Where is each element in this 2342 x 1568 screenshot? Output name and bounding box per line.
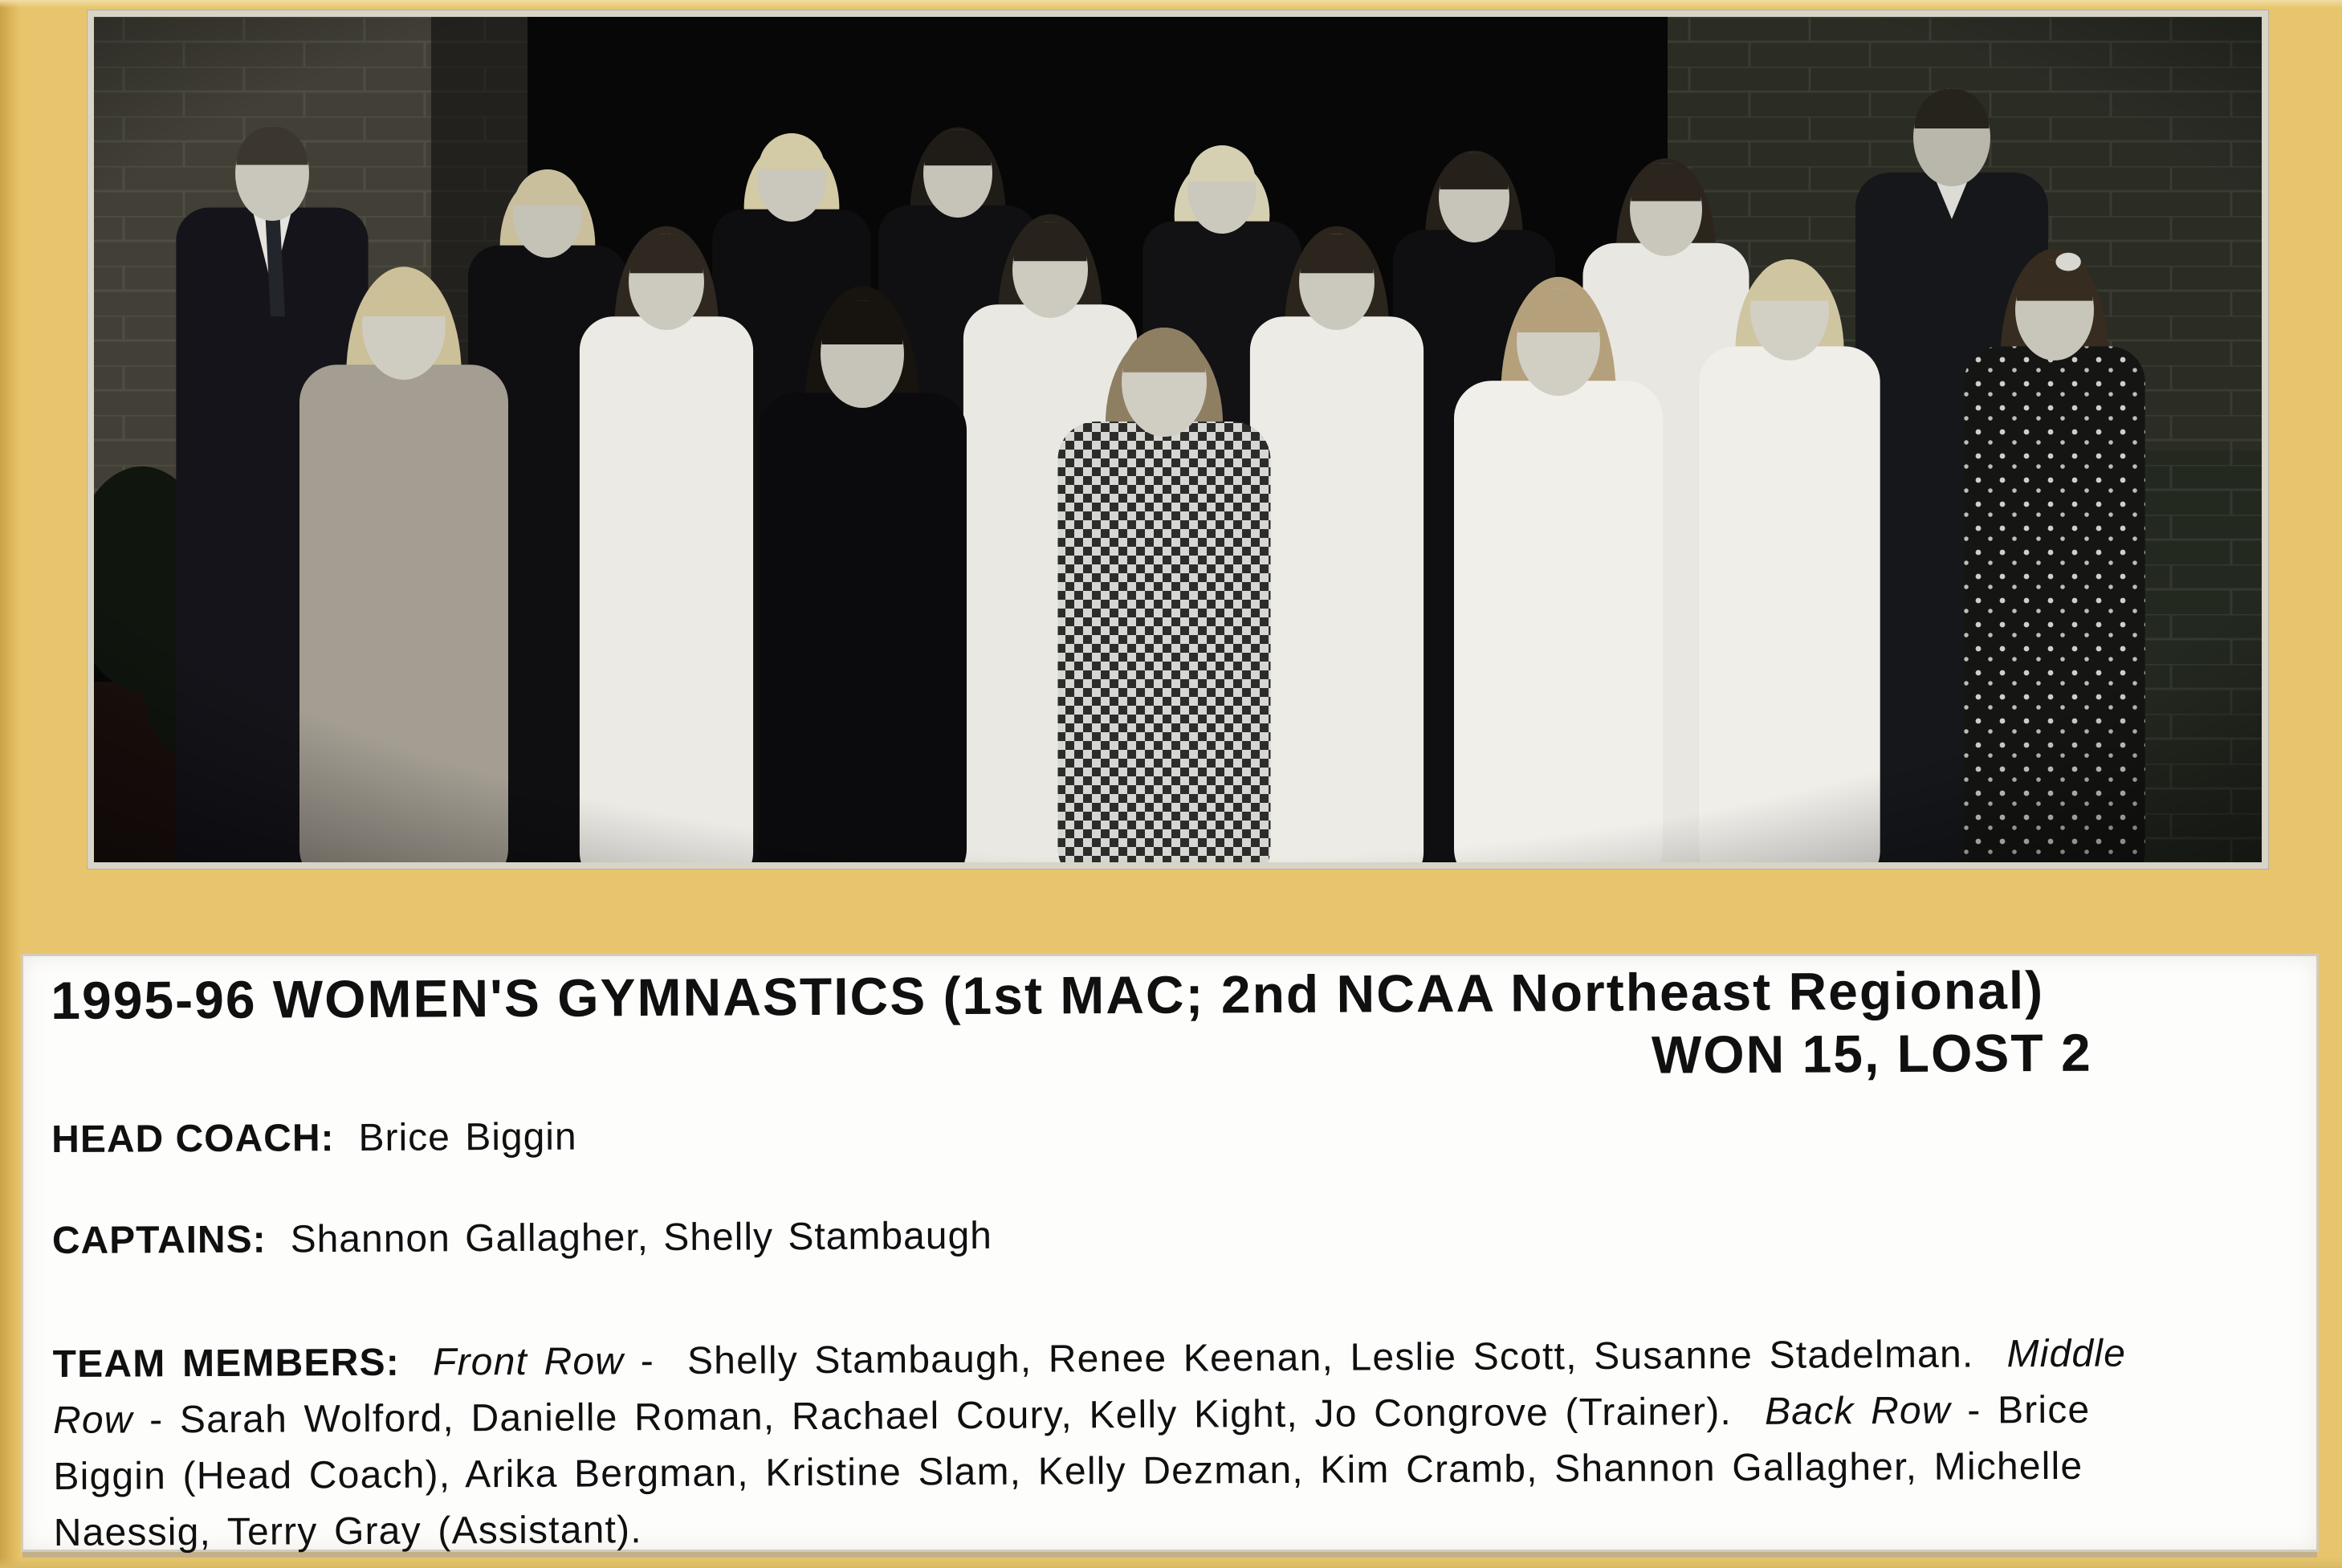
row-label: Back Row bbox=[1764, 1389, 1951, 1433]
head-coach-row bbox=[51, 1103, 2303, 1165]
caption-content bbox=[51, 944, 2305, 1562]
head-coach-name: Brice Biggin bbox=[358, 1115, 577, 1159]
names-text: - Brice bbox=[1950, 1388, 2091, 1432]
row-label: Front Row bbox=[432, 1340, 625, 1384]
captains-label: CAPTAINS: bbox=[51, 1218, 267, 1262]
row-label: Row bbox=[52, 1399, 133, 1442]
caption-card bbox=[21, 954, 2319, 1552]
team-members-label: TEAM MEMBERS: bbox=[52, 1341, 401, 1386]
captains-row bbox=[52, 1204, 2303, 1266]
team-members-line bbox=[53, 1437, 2304, 1505]
row-label: Middle bbox=[2006, 1332, 2127, 1376]
team-photo-svg bbox=[94, 17, 2262, 862]
names-text: - Sarah Wolford, Danielle Roman, Rachael Coury, Kelly Kight, Jo Congrove (Trainer). bbox=[132, 1390, 1766, 1442]
names-text: - Shelly Stambaugh, Renee Keenan, Leslie Scott, Susanne Stadelman. bbox=[624, 1333, 2007, 1383]
head-coach-label: HEAD COACH: bbox=[51, 1117, 335, 1162]
names-text: Naessig, Terry Gray (Assistant). bbox=[53, 1509, 642, 1554]
names-text bbox=[400, 1342, 433, 1384]
page-title: 1995-96 WOMEN'S GYMNASTICS (1st MAC; 2nd NCAA Northeast Regional) bbox=[51, 960, 2045, 1031]
team-members-paragraph bbox=[53, 1325, 2305, 1562]
season-record: WON 15, LOST 2 bbox=[1651, 1022, 2092, 1085]
team-members-line bbox=[54, 1493, 2305, 1562]
photo-vignette bbox=[94, 17, 2262, 862]
page-edge-shading-top bbox=[0, 0, 2342, 8]
names-text: Biggin (Head Coach), Arika Bergman, Kristine Slam, Kelly Dezman, Kim Cramb, Shannon Gallagher, Michelle bbox=[53, 1444, 2083, 1498]
team-photo-frame bbox=[87, 10, 2269, 870]
page-edge-shading-left bbox=[0, 0, 21, 1568]
captains-names: Shannon Gallagher, Shelly Stambaugh bbox=[290, 1214, 993, 1261]
page-edge-shading-bottom bbox=[0, 1557, 2342, 1568]
